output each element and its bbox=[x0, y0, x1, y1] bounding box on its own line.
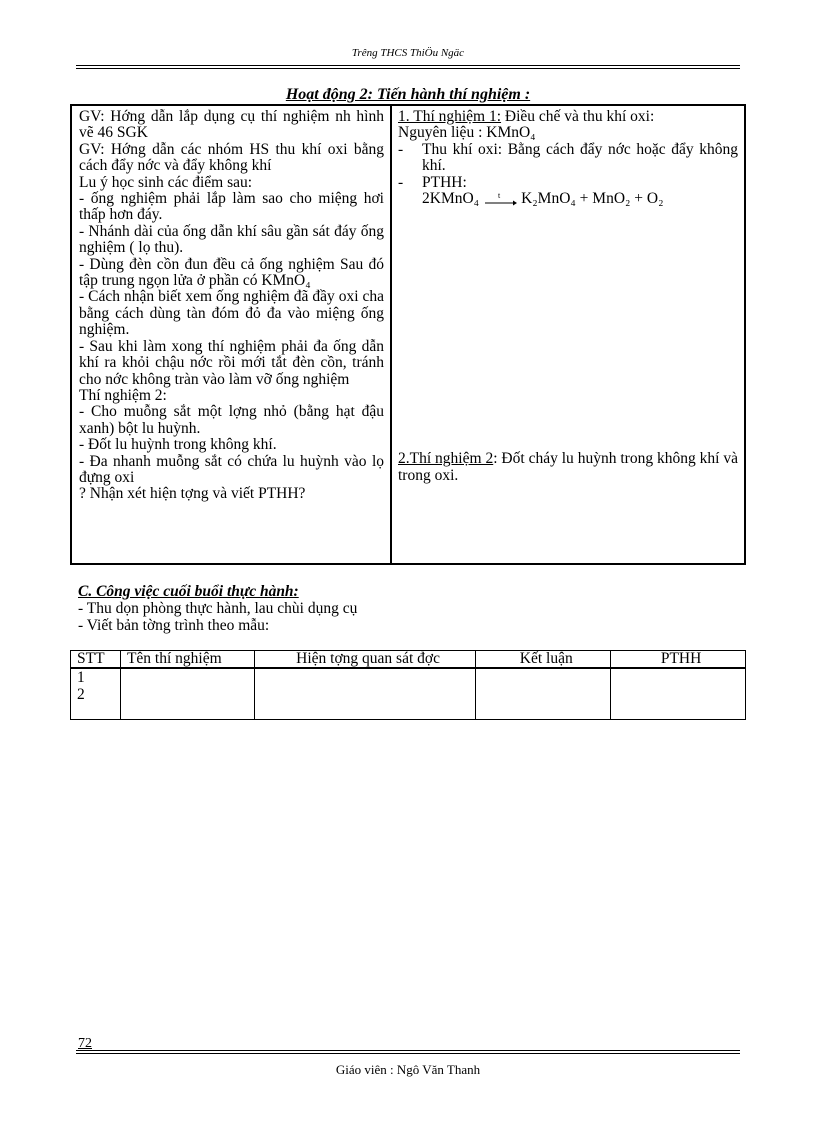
experiment-2-text: : Đốt cháy lu huỳnh trong không khí và trong oxi. bbox=[398, 450, 738, 484]
experiment-1-label: 1. Thí nghiệm 1: bbox=[398, 108, 502, 125]
instruction-line: GV: Hớng dẫn lắp dụng cụ thí nghiệm nh hình vẽ 46 SGK bbox=[79, 108, 384, 142]
header-rule bbox=[76, 65, 740, 69]
bullet-mark: - bbox=[398, 140, 404, 158]
chemical-equation bbox=[398, 191, 738, 207]
table-cell bbox=[476, 668, 611, 720]
instruction-line: - Cách nhận biết xem ống nghiệm đã đầy oxi cha bằng cách dùng tàn đóm đỏ đa vào miệng ống nghiệm. bbox=[79, 288, 384, 339]
page-footer: Giáo viên : Ngô Văn Thanh bbox=[335, 1062, 481, 1077]
instruction-line: - Nhánh dài của ống dẫn khí sâu gần sát đáy ống nghiệm ( lọ thu). bbox=[79, 222, 384, 257]
section-c-line: - Thu dọn phòng thực hành, lau chùi dụng cụ bbox=[78, 600, 358, 617]
section-c bbox=[78, 583, 357, 634]
header-experiment-name: Tên thí nghiệm bbox=[120, 651, 254, 669]
row-number: 1 bbox=[77, 669, 85, 686]
activity-table bbox=[70, 104, 746, 565]
header-observation: Hiện tợng quan sát đợc bbox=[254, 651, 476, 669]
bullet-collect-oxygen bbox=[398, 142, 738, 175]
reaction-arrow-icon bbox=[483, 192, 517, 206]
bullet-text: PTHH: bbox=[422, 173, 467, 191]
instruction-line: GV: Hớng dẫn các nhóm HS thu khí oxi bằng cách đẩy nớc và đẩy không khí bbox=[79, 140, 384, 175]
report-table bbox=[70, 650, 746, 720]
materials-line: Nguyên liệu : KMnO₄ bbox=[398, 124, 536, 142]
experiment-1-heading bbox=[398, 109, 738, 125]
table-row bbox=[71, 668, 746, 720]
experiment-2-heading bbox=[398, 451, 738, 484]
instruction-line: - ống nghiệm phải lắp làm sao cho miệng hơi thấp hơn đáy. bbox=[79, 190, 384, 224]
instruction-line: - Cho muỗng sắt một lợng nhỏ (bằng hạt đậu xanh) bột lu huỳnh. bbox=[79, 403, 384, 437]
instruction-line: - Sau khi làm xong thí nghiệm phải đa ống dẫn khí ra khỏi chậu nớc rồi mới tắt đèn cồn, tránh cho nớc không tràn vào làm vỡ ống nghiệm bbox=[79, 337, 384, 388]
section-c-line: - Viết bản tờng trình theo mẫu: bbox=[78, 617, 270, 634]
header-equation: PTHH bbox=[611, 651, 746, 669]
table-cell bbox=[254, 668, 476, 720]
page-number: 72 bbox=[78, 1036, 92, 1051]
instruction-line: - Đốt lu huỳnh trong không khí. bbox=[79, 436, 277, 454]
header-conclusion: Kết luận bbox=[476, 651, 611, 669]
bullet-mark: - bbox=[398, 173, 404, 191]
instruction-line: - Đa nhanh muỗng sắt có chứa lu huỳnh vào lọ đựng oxi bbox=[79, 452, 384, 486]
footer-rule bbox=[76, 1050, 740, 1054]
bullet-equation-label bbox=[398, 175, 738, 191]
bullet-text: Thu khí oxi: Bằng cách đẩy nớc hoặc đẩy không khí. bbox=[422, 140, 738, 175]
experiment-1-title: Điều chế và thu khí oxi: bbox=[501, 108, 655, 125]
spacer bbox=[398, 207, 738, 451]
instruction-line: ? Nhận xét hiện tợng và viết PTHH? bbox=[79, 485, 306, 503]
table-cell bbox=[120, 668, 254, 720]
experiment-column bbox=[392, 106, 744, 563]
instruction-line: Thí nghiệm 2: bbox=[79, 386, 167, 404]
row-number: 2 bbox=[77, 686, 85, 703]
section-c-title: C. Công việc cuối buổi thực hành: bbox=[78, 583, 299, 600]
heat-condition: t bbox=[498, 192, 501, 201]
row-numbers bbox=[71, 668, 121, 720]
equation-reactant: 2KMnO₄ bbox=[422, 190, 480, 208]
table-cell bbox=[611, 668, 746, 720]
page-header: Trêng THCS ThiÖu Ngäc bbox=[351, 47, 465, 59]
instruction-line: Lu ý học sinh các điểm sau: bbox=[79, 173, 253, 191]
equation-products: K₂MnO₄ + MnO₂ + O₂ bbox=[521, 190, 664, 208]
activity-title: Hoạt động 2: Tiến hành thí nghiệm : bbox=[285, 86, 531, 103]
teacher-instructions-column bbox=[72, 106, 392, 563]
instruction-line: - Dùng đèn cồn đun đều cả ống nghiệm Sau đó tập trung ngọn lửa ở phần có KMnO₄ bbox=[79, 255, 384, 290]
table-header-row bbox=[71, 651, 746, 669]
experiment-2-label: 2.Thí nghiệm 2 bbox=[398, 450, 494, 468]
header-stt: STT bbox=[71, 651, 121, 669]
